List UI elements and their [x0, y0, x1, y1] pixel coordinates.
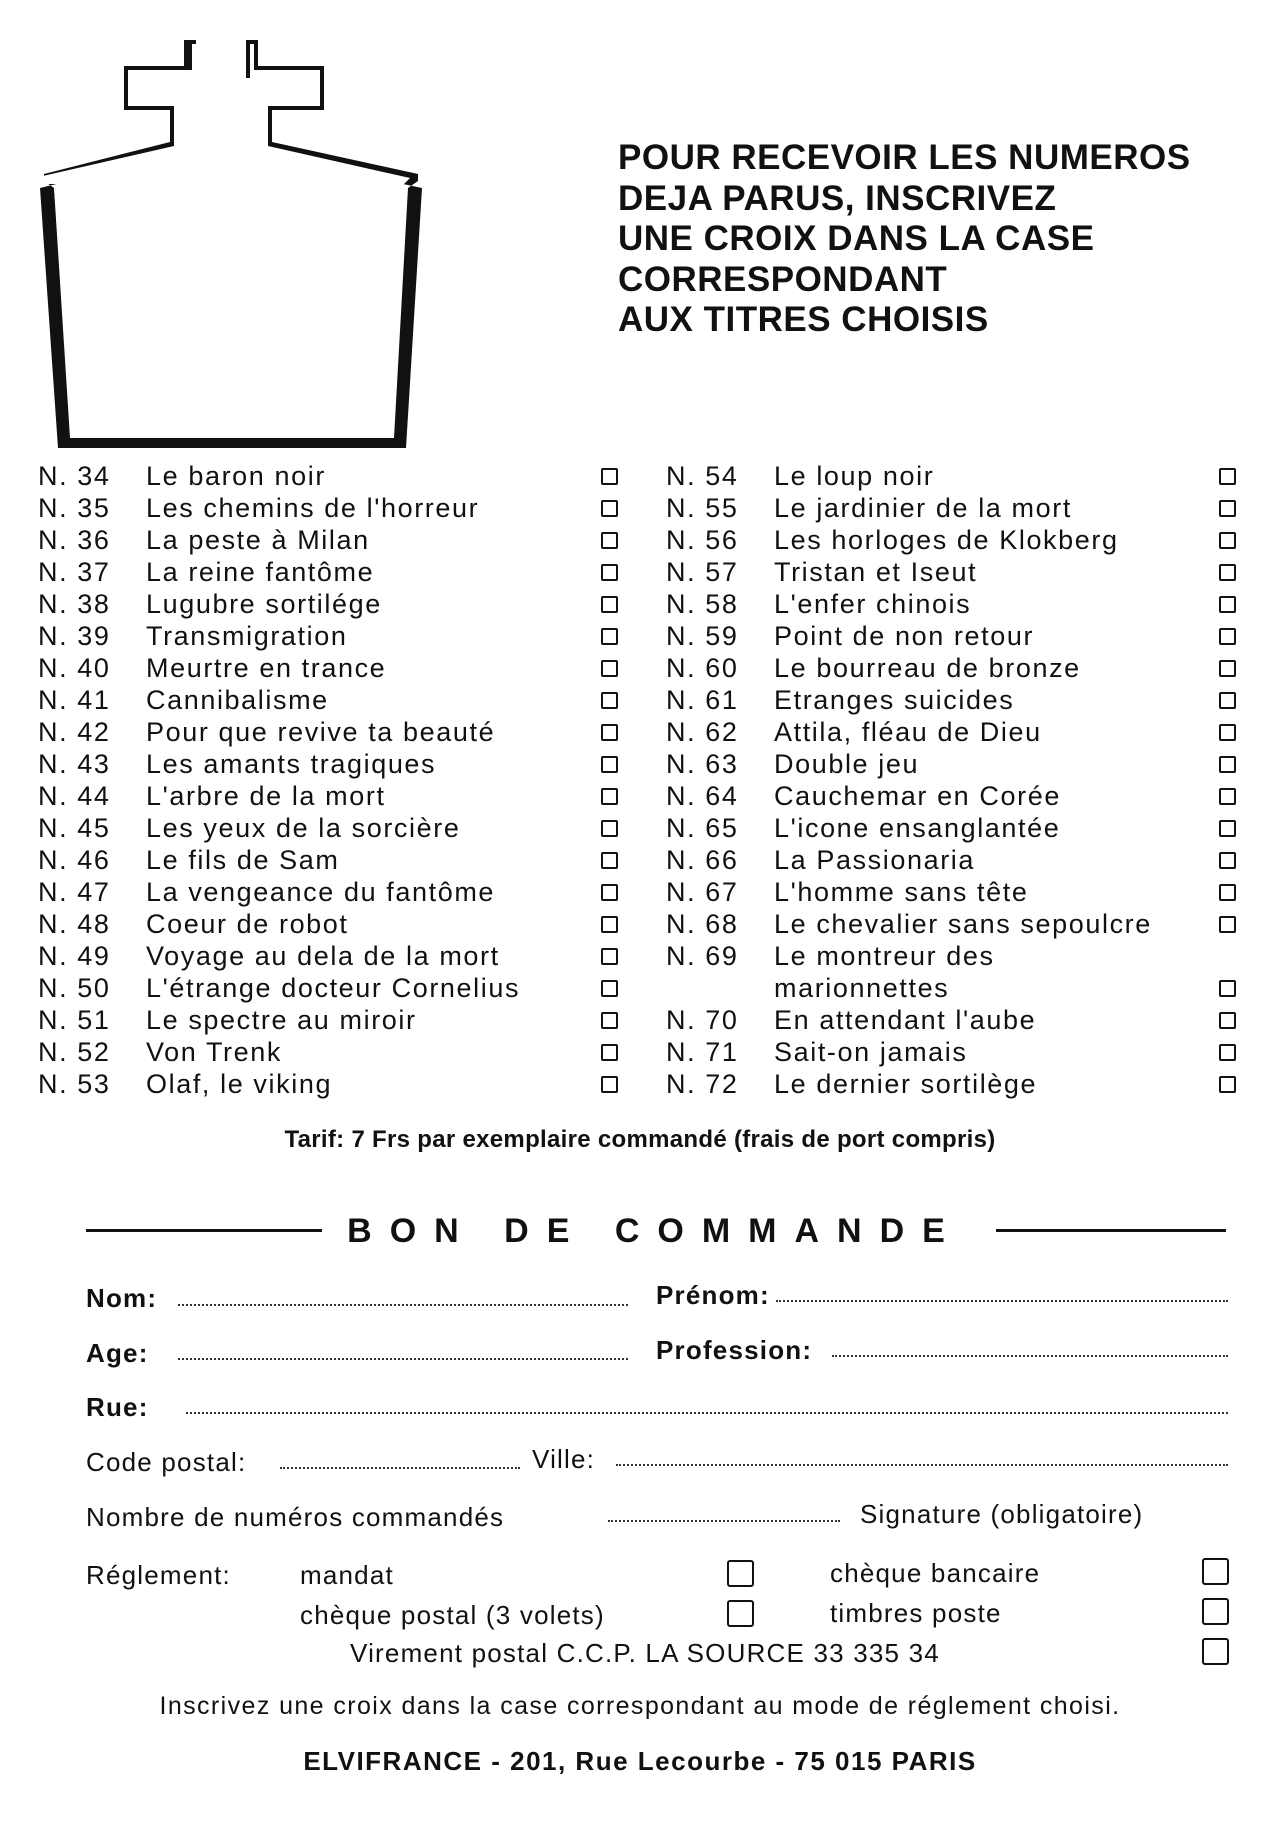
- publisher-address: ELVIFRANCE - 201, Rue Lecourbe - 75 015 PARIS: [303, 1746, 977, 1776]
- issue-title: Lugubre sortilége: [146, 589, 382, 619]
- title-entry: [666, 876, 1236, 908]
- issue-checkbox[interactable]: [1219, 596, 1236, 613]
- issue-title: Attila, fléau de Dieu: [774, 717, 1042, 747]
- issue-title: Olaf, le viking: [146, 1069, 333, 1099]
- title-entry: [666, 492, 1236, 524]
- issue-title: La Passionaria: [774, 845, 976, 875]
- title-entry: [666, 588, 1236, 620]
- title-entry: [666, 940, 1236, 1004]
- intro-text: [618, 138, 1258, 341]
- issue-checkbox[interactable]: [601, 724, 618, 741]
- issue-number: N. 46: [38, 845, 111, 875]
- issue-title: Von Trenk: [146, 1037, 282, 1067]
- ville-field[interactable]: [616, 1464, 1228, 1466]
- title-entry: [38, 716, 618, 748]
- issue-number: N. 56: [666, 525, 739, 555]
- issue-checkbox[interactable]: [601, 1012, 618, 1029]
- mandat-checkbox[interactable]: [727, 1560, 754, 1587]
- issue-checkbox[interactable]: [1219, 1044, 1236, 1061]
- issue-number: N. 40: [38, 653, 111, 683]
- title-entry: [38, 1004, 618, 1036]
- timbres-label: timbres poste: [830, 1598, 1002, 1628]
- issue-checkbox[interactable]: [601, 660, 618, 677]
- issue-number: N. 72: [666, 1069, 739, 1099]
- heading-rule-right: [996, 1229, 1226, 1232]
- issue-title: L'arbre de la mort: [146, 781, 386, 811]
- issue-checkbox[interactable]: [1219, 1012, 1236, 1029]
- issue-title: Les yeux de la sorcière: [146, 813, 461, 843]
- issue-checkbox[interactable]: [601, 468, 618, 485]
- issue-checkbox[interactable]: [1219, 500, 1236, 517]
- title-entry: [38, 460, 618, 492]
- code-postal-label: Code postal:: [86, 1447, 247, 1477]
- cheque-postal-checkbox[interactable]: [727, 1600, 754, 1627]
- title-entry: [666, 748, 1236, 780]
- cheque-bancaire-checkbox[interactable]: [1202, 1558, 1229, 1585]
- title-entry: [38, 844, 618, 876]
- title-entry: [666, 460, 1236, 492]
- title-entry: [666, 1036, 1236, 1068]
- issue-number: N. 57: [666, 557, 739, 587]
- issue-checkbox[interactable]: [601, 884, 618, 901]
- title-entry: [38, 812, 618, 844]
- rue-field[interactable]: [186, 1412, 1228, 1414]
- intro-line: CORRESPONDANT: [618, 259, 948, 299]
- prenom-label: Prénom:: [656, 1280, 770, 1310]
- cheque-bancaire-label: chèque bancaire: [830, 1558, 1041, 1588]
- title-entry: [666, 556, 1236, 588]
- prenom-field[interactable]: [776, 1300, 1228, 1302]
- title-entry: [666, 524, 1236, 556]
- issue-number: N. 43: [38, 749, 111, 779]
- issue-title: Point de non retour: [774, 621, 1035, 651]
- issue-number: N. 61: [666, 685, 739, 715]
- issue-checkbox[interactable]: [601, 852, 618, 869]
- issue-number: N. 63: [666, 749, 739, 779]
- issue-title: Le chevalier sans sepoulcre: [774, 909, 1152, 939]
- issue-checkbox[interactable]: [1219, 884, 1236, 901]
- issue-title: Double jeu: [774, 749, 920, 779]
- title-entry: [38, 908, 618, 940]
- issue-checkbox[interactable]: [1219, 468, 1236, 485]
- title-entry: [38, 940, 618, 972]
- issue-checkbox[interactable]: [1219, 628, 1236, 645]
- issue-checkbox[interactable]: [1219, 724, 1236, 741]
- issue-title: Le loup noir: [774, 461, 935, 491]
- title-entry: [666, 1068, 1236, 1100]
- title-entry: [666, 908, 1236, 940]
- issue-number: N. 55: [666, 493, 739, 523]
- issue-number: N. 44: [38, 781, 111, 811]
- issue-title: Les horloges de Klokberg: [774, 525, 1119, 555]
- issue-title: Les amants tragiques: [146, 749, 437, 779]
- issue-number: N. 51: [38, 1005, 111, 1035]
- mandat-label: mandat: [300, 1560, 394, 1590]
- code-postal-field[interactable]: [280, 1467, 520, 1469]
- instruction-text: Inscrivez une croix dans la case correspondant au mode de réglement choisi.: [159, 1692, 1121, 1720]
- title-entry: [666, 620, 1236, 652]
- issue-checkbox[interactable]: [1219, 692, 1236, 709]
- issue-checkbox[interactable]: [1219, 788, 1236, 805]
- issue-number: N. 60: [666, 653, 739, 683]
- issue-title: L'enfer chinois: [774, 589, 972, 619]
- issue-title: Coeur de robot: [146, 909, 349, 939]
- issue-checkbox[interactable]: [1219, 564, 1236, 581]
- issue-checkbox[interactable]: [601, 916, 618, 933]
- issue-title: La peste à Milan: [146, 525, 370, 555]
- issue-number: N. 36: [38, 525, 111, 555]
- title-entry: [666, 780, 1236, 812]
- nom-label: Nom:: [86, 1283, 158, 1313]
- title-entry: [38, 876, 618, 908]
- title-entry: [38, 748, 618, 780]
- nom-field[interactable]: [178, 1304, 628, 1306]
- title-entry: [38, 492, 618, 524]
- issue-title: La vengeance du fantôme: [146, 877, 496, 907]
- issue-number: N. 64: [666, 781, 739, 811]
- ville-label: Ville:: [532, 1444, 596, 1474]
- title-entry: [666, 684, 1236, 716]
- issue-title: Le bourreau de bronze: [774, 653, 1081, 683]
- issue-checkbox[interactable]: [601, 820, 618, 837]
- titles-left-column: [38, 460, 618, 1100]
- title-entry: [666, 844, 1236, 876]
- issue-checkbox[interactable]: [1219, 916, 1236, 933]
- issue-number: N. 42: [38, 717, 111, 747]
- timbres-checkbox[interactable]: [1202, 1598, 1229, 1625]
- nombre-label: Nombre de numéros commandés: [86, 1502, 505, 1532]
- issue-number: N. 65: [666, 813, 739, 843]
- title-entry: [666, 812, 1236, 844]
- title-entry: [666, 716, 1236, 748]
- issue-checkbox[interactable]: [601, 948, 618, 965]
- title-entry: [38, 1036, 618, 1068]
- issue-title: Etranges suicides: [774, 685, 1015, 715]
- issue-title: Le baron noir: [146, 461, 326, 491]
- title-entry: [38, 652, 618, 684]
- issue-number: N. 59: [666, 621, 739, 651]
- issue-title: Le jardinier de la mort: [774, 493, 1072, 523]
- virement-checkbox[interactable]: [1202, 1638, 1229, 1665]
- intro-line: POUR RECEVOIR LES NUMEROS: [618, 138, 1191, 177]
- issue-title: Pour que revive ta beauté: [146, 717, 496, 747]
- issue-checkbox[interactable]: [1219, 1076, 1236, 1093]
- issue-title: L'homme sans tête: [774, 877, 1029, 907]
- heading-rule-left: [86, 1229, 322, 1232]
- issue-title: Les chemins de l'horreur: [146, 493, 480, 523]
- issue-title: En attendant l'aube: [774, 1005, 1037, 1035]
- issue-number: N. 35: [38, 493, 111, 523]
- issue-number: N. 67: [666, 877, 739, 907]
- title-entry: [666, 1004, 1236, 1036]
- issue-number: N. 70: [666, 1005, 739, 1035]
- intro-line: AUX TITRES CHOISIS: [618, 300, 989, 339]
- issue-checkbox[interactable]: [601, 1044, 618, 1061]
- cheque-postal-label: chèque postal (3 volets): [300, 1600, 605, 1630]
- issue-number: N. 37: [38, 557, 111, 587]
- issue-number: N. 52: [38, 1037, 111, 1067]
- issue-checkbox[interactable]: [1219, 852, 1236, 869]
- title-entry: [38, 1068, 618, 1100]
- issue-checkbox[interactable]: [1219, 980, 1236, 997]
- issue-title: Le spectre au miroir: [146, 1005, 417, 1035]
- issue-title: Meurtre en trance: [146, 653, 387, 683]
- issue-number: N. 39: [38, 621, 111, 651]
- issue-title: Sait-on jamais: [774, 1037, 968, 1067]
- issue-title: Transmigration: [146, 621, 348, 651]
- issue-checkbox[interactable]: [601, 980, 618, 997]
- issue-title: Le dernier sortilège: [774, 1069, 1038, 1099]
- issue-checkbox[interactable]: [601, 532, 618, 549]
- issue-checkbox[interactable]: [1219, 532, 1236, 549]
- issue-number: N. 38: [38, 589, 111, 619]
- issue-checkbox[interactable]: [1219, 660, 1236, 677]
- issue-title: Voyage au dela de la mort: [146, 941, 500, 971]
- age-label: Age:: [86, 1338, 149, 1368]
- reglement-label: Réglement:: [86, 1560, 231, 1590]
- issue-number: N. 53: [38, 1069, 111, 1099]
- issue-number: N. 71: [666, 1037, 739, 1067]
- profession-field[interactable]: [832, 1355, 1228, 1357]
- issue-checkbox[interactable]: [601, 500, 618, 517]
- tarif-text: Tarif: 7 Frs par exemplaire commandé (frais de port compris): [284, 1126, 996, 1153]
- title-entry: [38, 972, 618, 1004]
- titles-right-column: [666, 460, 1236, 1100]
- issue-checkbox[interactable]: [1219, 756, 1236, 773]
- title-entry: [666, 652, 1236, 684]
- issue-number: N. 69: [666, 941, 739, 971]
- virement-label: Virement postal C.C.P. LA SOURCE 33 335 34: [350, 1638, 940, 1668]
- issue-checkbox[interactable]: [601, 692, 618, 709]
- title-entry: [38, 620, 618, 652]
- issue-number: N. 58: [666, 589, 739, 619]
- rue-label: Rue:: [86, 1392, 149, 1422]
- intro-line: UNE CROIX DANS LA CASE: [618, 219, 1095, 258]
- issue-checkbox[interactable]: [601, 756, 618, 773]
- title-entry: [38, 780, 618, 812]
- issue-number: N. 62: [666, 717, 739, 747]
- issue-title: Cauchemar en Corée: [774, 781, 1061, 811]
- issue-number: N. 34: [38, 461, 111, 491]
- issue-number: N. 50: [38, 973, 111, 1003]
- issue-title: Le fils de Sam: [146, 845, 340, 875]
- issue-title: Tristan et Iseut: [774, 557, 978, 587]
- issue-title: L'étrange docteur Cornelius: [146, 973, 521, 1003]
- issue-checkbox[interactable]: [1219, 820, 1236, 837]
- issue-title: La reine fantôme: [146, 557, 375, 587]
- title-entry: [38, 524, 618, 556]
- issue-number: N. 66: [666, 845, 739, 875]
- signature-label: Signature (obligatoire): [860, 1499, 1144, 1529]
- issue-number: N. 49: [38, 941, 111, 971]
- issue-title: Cannibalisme: [146, 685, 329, 715]
- age-field[interactable]: [178, 1358, 628, 1360]
- title-entry: [38, 684, 618, 716]
- issue-checkbox[interactable]: [601, 564, 618, 581]
- issue-checkbox[interactable]: [601, 596, 618, 613]
- title-entry: [38, 588, 618, 620]
- issue-number: N. 48: [38, 909, 111, 939]
- issue-checkbox[interactable]: [601, 1076, 618, 1093]
- issue-number: N. 41: [38, 685, 111, 715]
- profession-label: Profession:: [656, 1335, 813, 1365]
- issue-checkbox[interactable]: [601, 628, 618, 645]
- issue-number: N. 45: [38, 813, 111, 843]
- issue-checkbox[interactable]: [601, 788, 618, 805]
- intro-line: DEJA PARUS, INSCRIVEZ: [618, 178, 1057, 218]
- title-entry: [38, 556, 618, 588]
- issue-number: N. 68: [666, 909, 739, 939]
- issue-number: N. 47: [38, 877, 111, 907]
- issue-title: L'icone ensanglantée: [774, 813, 1061, 843]
- nombre-field[interactable]: [608, 1520, 840, 1522]
- issue-title: Le montreur des marionnettes: [774, 941, 995, 1003]
- order-form-heading: BON DE COMMANDE: [347, 1212, 963, 1250]
- cross-bottle-logo: [34, 38, 424, 448]
- issue-number: N. 54: [666, 461, 739, 491]
